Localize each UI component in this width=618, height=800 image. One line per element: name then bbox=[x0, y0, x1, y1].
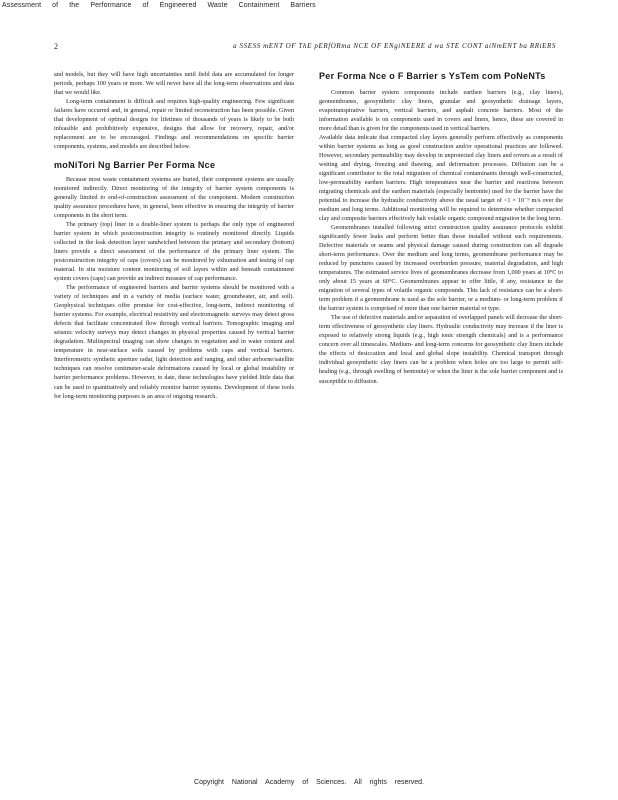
left-column bbox=[54, 70, 294, 401]
page-running-head: a SSESS mENT OF ThE pERfORma NCE OF ENgiNEERE d wa STE CONT aiNmENT ba RRiERS bbox=[233, 42, 556, 50]
paragraph: The primary (top) liner in a double-liner system is perhaps the only type of engineered barrier system in which postconstruction integrity is routinely monitored directly. Liquids collected in the leak detection layer sandwiched between the primary and secondary (bottom) liners provide a direct assessment of the performance of the primary liner system. The postconstruction integrity of caps (covers) can be monitored by exhumation and testing of cap material. In situ moisture content monitoring of soil layers within and beneath containment system covers (caps) can provide an indirect measure of cap performance. bbox=[54, 221, 294, 283]
paragraph: Because most waste containment systems are buried, their component systems are usually monitored indirectly. Direct monitoring of the integrity of barrier system components is generally limited to end-of-construction assessment of the component. Modern construction quality assurance procedures have, in general, been effective in ensuring the integrity of barrier components in the short term. bbox=[54, 176, 294, 220]
section-heading-monitoring: moNiTori Ng Barrier Per Forma Nce bbox=[54, 160, 216, 171]
paragraph: and models, but they will have high uncertainties until field data are accumulated for longer periods, perhaps 100 years or more. We will never have all the long-term observations and data that we would like. bbox=[54, 71, 294, 97]
right-column bbox=[319, 70, 563, 386]
paragraph: Available data indicate that compacted clay layers generally perform effectively as components within barrier systems as long as good construction and/or operational practices are followed. However, secondary permeability may develop in unprotected clay liners and covers as a result of wetting and drying, freezing and thawing, and deformation processes. Diffusion can be a significant contributor to the total migration of chemical contaminants through well-constructed, low-permeability earthen barriers. High temperatures near the barrier and reactions between migrating chemicals and the earthen materials (especially bentonite) used for the barrier have the potential to increase the hydraulic conductivity above the usual target of <1 × 10⁻⁹ m/s over the medium and long terms. Additional monitoring will be required to determine whether compacted clay and composite barriers effectively halt volatile organic compound migration in the long term. bbox=[319, 134, 563, 223]
running-header: Assessment of the Performance of Engineered Waste Containment Barriers bbox=[2, 2, 316, 9]
paragraph: Long-term containment is difficult and requires high-quality engineering. Few significant failures have occurred and, in general, repair or limited reconstruction has been possible. Given that development of optimal designs for lifetimes of thousands of years is likely to be both infeasible and prohibitively expensive, designs that allow for recovery, repair, and/or replacement are to be encouraged. Findings and recommendations on specific barrier components, systems, and models are described below. bbox=[54, 98, 294, 151]
paragraph: Common barrier system components include earthen barriers (e.g., clay liners), geomembranes, geosynthetic clay liners, granular and geosynthetic drainage layers, evapotranspirative barriers, vertical barriers, and asphalt concrete barriers. Most of the information available is on components used in covers and liners, hence, these are covered in more detail than is given for the components used in vertical barriers. bbox=[319, 89, 563, 133]
paragraph: Geomembranes installed following strict construction quality assurance protocols exhibit significantly fewer leaks and perform better than those installed without such requirements. Defective materials or seams and physical damage caused during construction can all degrade short-term performance. Over the medium and long terms, geomembrane performance may be reduced by punctures caused by increased overburden pressure, material degradation, and high temperatures. The estimated service lives of geomembranes decrease from 1,000 years at 10°C to only about 15 years at 60°C. Geomembranes appear to offer little, if any, resistance to the migration of several types of volatile organic compounds. This lack of resistance can be a short-term problem if a geomembrane is used as the sole barrier, or a medium- or long-term problem if the barrier system is comprised of more than one barrier material or type. bbox=[319, 224, 563, 313]
paragraph: The performance of engineered barriers and barrier systems should be monitored with a variety of techniques and in a variety of media (surface water, groundwater, air, and soil). Geophysical techniques offer promise for cost-effective, long-term, indirect monitoring of barrier systems. For example, electrical resistivity and electromagnetic surveys may detect gross defects that facilitate concentrated flow through vertical barriers. Tomographic imaging and seismic velocity surveys may detect changes in physical properties caused by vertical barrier degradation. Multispectral imaging can show changes in vegetation and in water content and temperature in near-surface soils caused by problems with caps and vertical barriers. Interferometric synthetic aperture radar, light detection and ranging, and other airborne/satellite techniques can resolve centimeter-scale deformations caused by local or global instability or barrier performance problems. However, to date, these technologies have yielded little data that can be used to quantitatively and reliably monitor barrier systems. Development of these tools for long-term monitoring purposes is an area of ongoing research. bbox=[54, 284, 294, 400]
page-number: 2 bbox=[54, 42, 58, 51]
paragraph: The use of defective materials and/or separation of overlapped panels will decrease the short-term effectiveness of geosynthetic clay liners. Hydraulic conductivity may increase if the liner is exposed to relatively strong liquids (e.g., high ionic strength chemicals) and is a performance concern over all timescales. Medium- and long-term concerns for geosynthetic clay liners include the effects of desiccation and local and global slope instability. Chemical transport through individual geosynthetic clay liners can be a problem when holes are too large to permit self-healing (e.g., through swelling of bentonite) or when the liner is the sole barrier component and is susceptible to diffusion. bbox=[319, 314, 563, 385]
section-heading-components: Per Forma Nce o F Barrier s YsTem com PoNeNTs bbox=[319, 71, 546, 81]
copyright-footer: Copyright National Academy of Sciences. All rights reserved. bbox=[194, 779, 424, 786]
